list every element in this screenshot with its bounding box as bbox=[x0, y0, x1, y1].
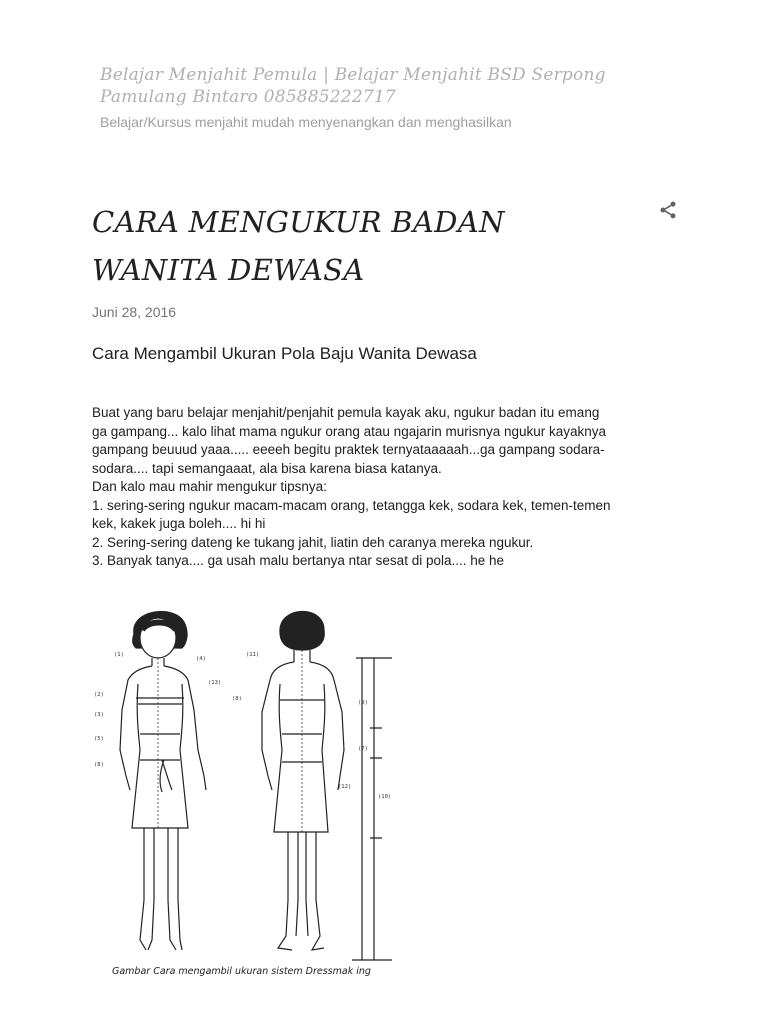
back-label: (11) bbox=[246, 652, 260, 658]
back-labels bbox=[232, 652, 391, 800]
post-body bbox=[92, 404, 612, 571]
share-icon bbox=[658, 200, 678, 220]
front-label: (5) bbox=[94, 736, 104, 742]
tip-item: 1. sering-sering ngukur macam-macam orang, tetangga kek, sodara kek, temen-temen kek, kakek juga boleh.... hi hi bbox=[92, 497, 611, 531]
post-subtitle: Cara Mengambil Ukuran Pola Baju Wanita Dewasa bbox=[92, 344, 477, 363]
back-label: (7) bbox=[358, 746, 368, 752]
tip-item: 3. Banyak tanya.... ga usah malu bertanya ntar sesat di pola.... he he bbox=[92, 553, 505, 568]
post-date: Juni 28, 2016 bbox=[92, 304, 177, 320]
post-paragraph: Buat yang baru belajar menjahit/penjahit pemula kayak aku, ngukur badan itu emang ga gampang... kalo lihat mama ngukur orang atau ngajarin murisnya ngukur kayaknya gampang beuuud yaaa..... eeeeh begitu praktek ternyataaaaah...ga gampang sodara-sodara.... tapi semangaaat, ala bisa karena biasa katanya. bbox=[92, 405, 607, 476]
post-title: CARA MENGUKUR BADAN WANITA DEWASA bbox=[92, 205, 505, 287]
front-labels bbox=[94, 652, 221, 768]
tips-intro: Dan kalo mau mahir mengukur tipsnya: bbox=[92, 479, 327, 494]
figure-caption: Gambar Cara mengambil ukuran sistem Dressmak ing bbox=[112, 966, 371, 977]
front-label: (4) bbox=[196, 656, 206, 662]
front-label: (3) bbox=[94, 712, 104, 718]
front-label: (8) bbox=[94, 762, 104, 768]
front-label: (1) bbox=[114, 652, 124, 658]
body-measurement-diagram bbox=[92, 600, 412, 980]
front-label: (13) bbox=[208, 680, 222, 686]
blog-title-link[interactable]: Belajar Menjahit Pemula | Belajar Menjahit BSD Serpong Pamulang Bintaro 085885222717 bbox=[100, 65, 606, 107]
share-button[interactable] bbox=[656, 198, 680, 222]
blog-header bbox=[100, 64, 660, 130]
tip-item: 2. Sering-sering dateng ke tukang jahit, liatin deh caranya mereka ngukur. bbox=[92, 534, 534, 550]
front-label: (2) bbox=[94, 692, 104, 698]
measurement-illustration bbox=[92, 600, 412, 990]
back-label: (9) bbox=[358, 700, 368, 706]
blog-description: Belajar/Kursus menjahit mudah menyenangkan dan menghasilkan bbox=[100, 114, 512, 130]
back-label: (8) bbox=[232, 696, 242, 702]
back-label: (10) bbox=[378, 794, 392, 800]
back-label: (12) bbox=[338, 784, 352, 790]
